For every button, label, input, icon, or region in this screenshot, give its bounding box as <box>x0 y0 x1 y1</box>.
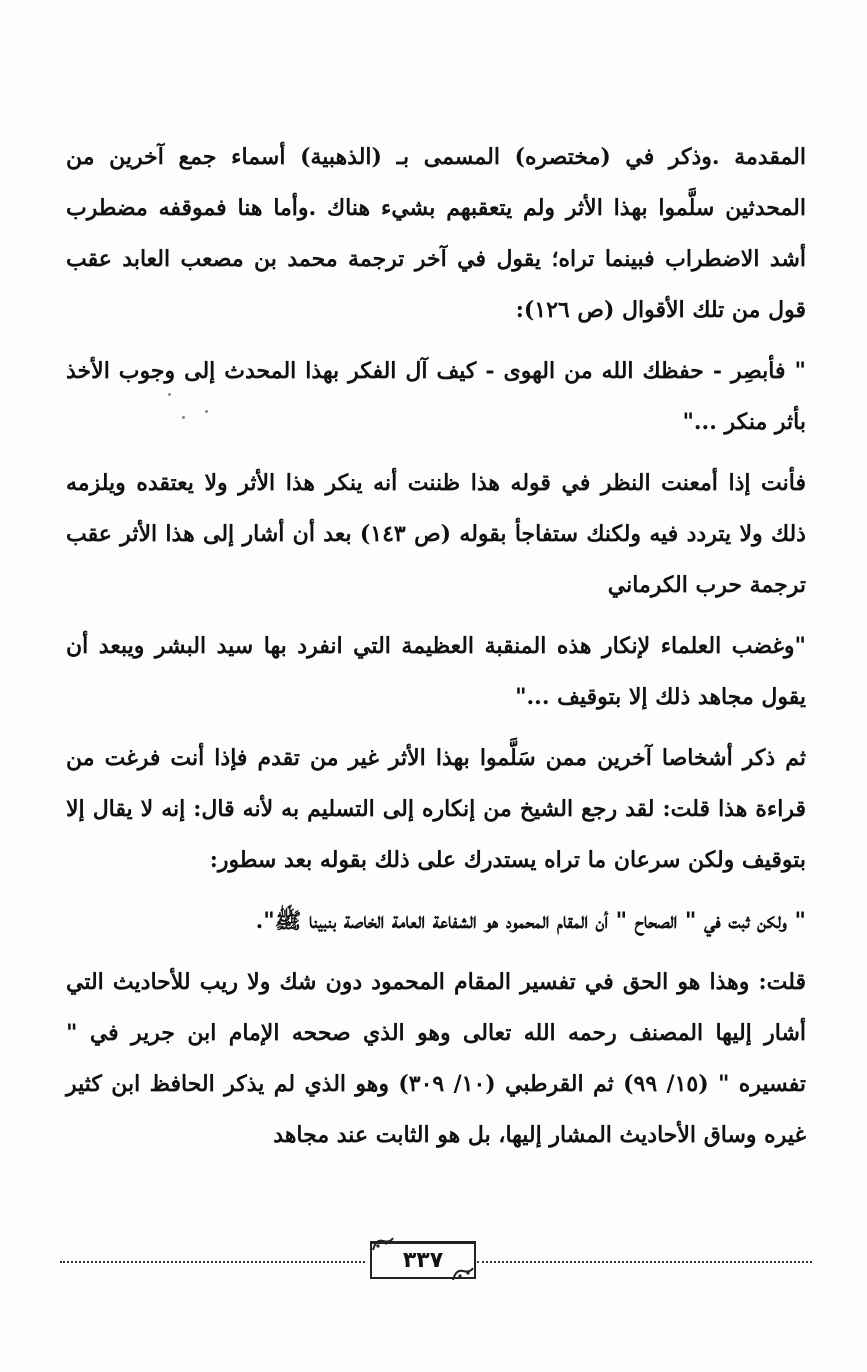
paragraph-4-quote: "وغضب العلماء لإنكار هذه المنقبة العظيمة التي انفرد بها سيد البشر ويبعد أن يقول مجاهد ذلك إلا بتوقيف ..." <box>66 633 806 710</box>
paragraph-3: فأنت إذا أمعنت النظر في قوله هذا ظننت أنه ينكر هذا الأثر ولا يعتقده ويلزمه ذلك ولا يتردد فيه ولكنك ستفاجأ بقوله (ص ١٤٣) بعد أن أشار إلى هذا الأثر عقب ترجمة حرب الكرماني <box>66 470 806 598</box>
page-footer <box>60 1233 812 1293</box>
footer-dotted-rule-left <box>60 1261 365 1263</box>
frame-ornament-icon <box>372 1237 394 1251</box>
scan-speck <box>205 410 208 413</box>
footer-dotted-rule-right <box>477 1261 812 1263</box>
paragraph-6-quote: " ولكن ثبت في " الصحاح " أن المقام المحمود هو الشفاعة العامة الخاصة بنبينا ﷺ". <box>255 908 806 934</box>
paragraph-5: ثم ذكر أشخاصا آخرين ممن سَلَّموا بهذا الأثر غير من تقدم فإذا أنت فرغت من قراءة هذا قلت: لقد رجع الشيخ من إنكاره إلى التسليم به لأنه قال: إنه لا يقال إلا بتوقيف ولكن سرعان ما تراه يستدرك على ذلك بقوله بعد سطور: <box>66 745 806 873</box>
scan-speck <box>168 393 171 396</box>
frame-ornament-icon <box>452 1267 474 1281</box>
paragraph-1: المقدمة .وذكر في (مختصره) المسمى بـ (الذهبية) أسماء جمع آخرين من المحدثين سلَّموا بهذا الأثر ولم يتعقبهم بشيء هناك .وأما هنا فموقفه مضطرب أشد الاضطراب فبينما تراه؛ يقول في آخر ترجمة محمد بن مصعب العابد عقب قول من تلك الأقوال (ص ١٢٦): <box>66 144 806 323</box>
body-text <box>66 132 806 1171</box>
page-number: ٣٣٧ <box>402 1248 444 1273</box>
paragraph-7: قلت: وهذا هو الحق في تفسير المقام المحمود دون شك ولا ريب للأحاديث التي أشار إليها المصنف رحمه الله تعالى وهو الذي صححه الإمام ابن جرير في " تفسيره " (١٥/ ٩٩) ثم القرطبي (١٠/ ٣٠٩) وهو الذي لم يذكر الحافظ ابن كثير غيره وساق الأحاديث المشار إليها، بل هو الثابت عند مجاهد <box>66 969 806 1148</box>
scan-speck <box>182 416 185 419</box>
paragraph-2-quote: " فأبصِر - حفظك الله من الهوى - كيف آل الفكر بهذا المحدث إلى وجوب الأخذ بأثر منكر ..." <box>66 358 806 435</box>
